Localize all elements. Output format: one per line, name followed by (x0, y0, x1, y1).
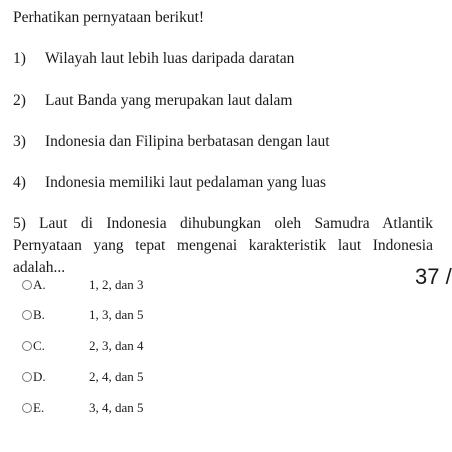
option-text: 2, 4, dan 5 (89, 369, 144, 384)
option-text: 1, 2, dan 3 (89, 277, 144, 292)
option-text: 3, 4, dan 5 (89, 400, 144, 415)
question-prompt-line-1: Pernyataan yang tepat mengenai karakteristik laut Indonesia (13, 237, 433, 254)
question-number: 37 / (415, 264, 452, 289)
option-letter: B. (33, 307, 45, 322)
statement-text: Laut Banda yang merupakan laut dalam (45, 92, 293, 109)
radio-button[interactable] (22, 341, 32, 351)
statement-4 (13, 173, 326, 193)
statement-number: 3) (13, 133, 26, 150)
option-d[interactable] (22, 368, 144, 386)
option-text: 1, 3, dan 5 (89, 307, 144, 322)
radio-button[interactable] (22, 310, 32, 320)
statement-text: Indonesia memiliki laut pedalaman yang luas (45, 174, 327, 191)
statement-number: 1) (13, 50, 26, 67)
option-b[interactable] (22, 306, 144, 324)
statement-number: 5) (13, 215, 26, 232)
question-prompt-line-2: adalah... (13, 259, 66, 276)
option-a[interactable] (22, 276, 144, 294)
option-letter: E. (33, 400, 45, 415)
radio-button[interactable] (22, 403, 32, 413)
statement-3 (13, 132, 330, 152)
statement-text: Laut di Indonesia dihubungkan oleh Samudra Atlantik (39, 215, 433, 232)
statement-text: Indonesia dan Filipina berbatasan dengan laut (45, 133, 330, 150)
option-letter: D. (33, 369, 46, 384)
option-text: 2, 3, dan 4 (89, 338, 144, 353)
option-letter: C. (33, 338, 45, 353)
question-intro: Perhatikan pernyataan berikut! (13, 9, 205, 26)
option-e[interactable] (22, 399, 144, 417)
radio-button[interactable] (22, 372, 32, 382)
statement-5 (13, 214, 433, 234)
statement-text: Wilayah laut lebih luas daripada daratan (45, 50, 295, 67)
statement-2 (13, 91, 292, 111)
option-letter: A. (33, 277, 46, 292)
statement-number: 4) (13, 174, 26, 191)
radio-button[interactable] (22, 280, 32, 290)
option-c[interactable] (22, 337, 144, 355)
statement-1 (13, 49, 294, 69)
statement-number: 2) (13, 92, 26, 109)
